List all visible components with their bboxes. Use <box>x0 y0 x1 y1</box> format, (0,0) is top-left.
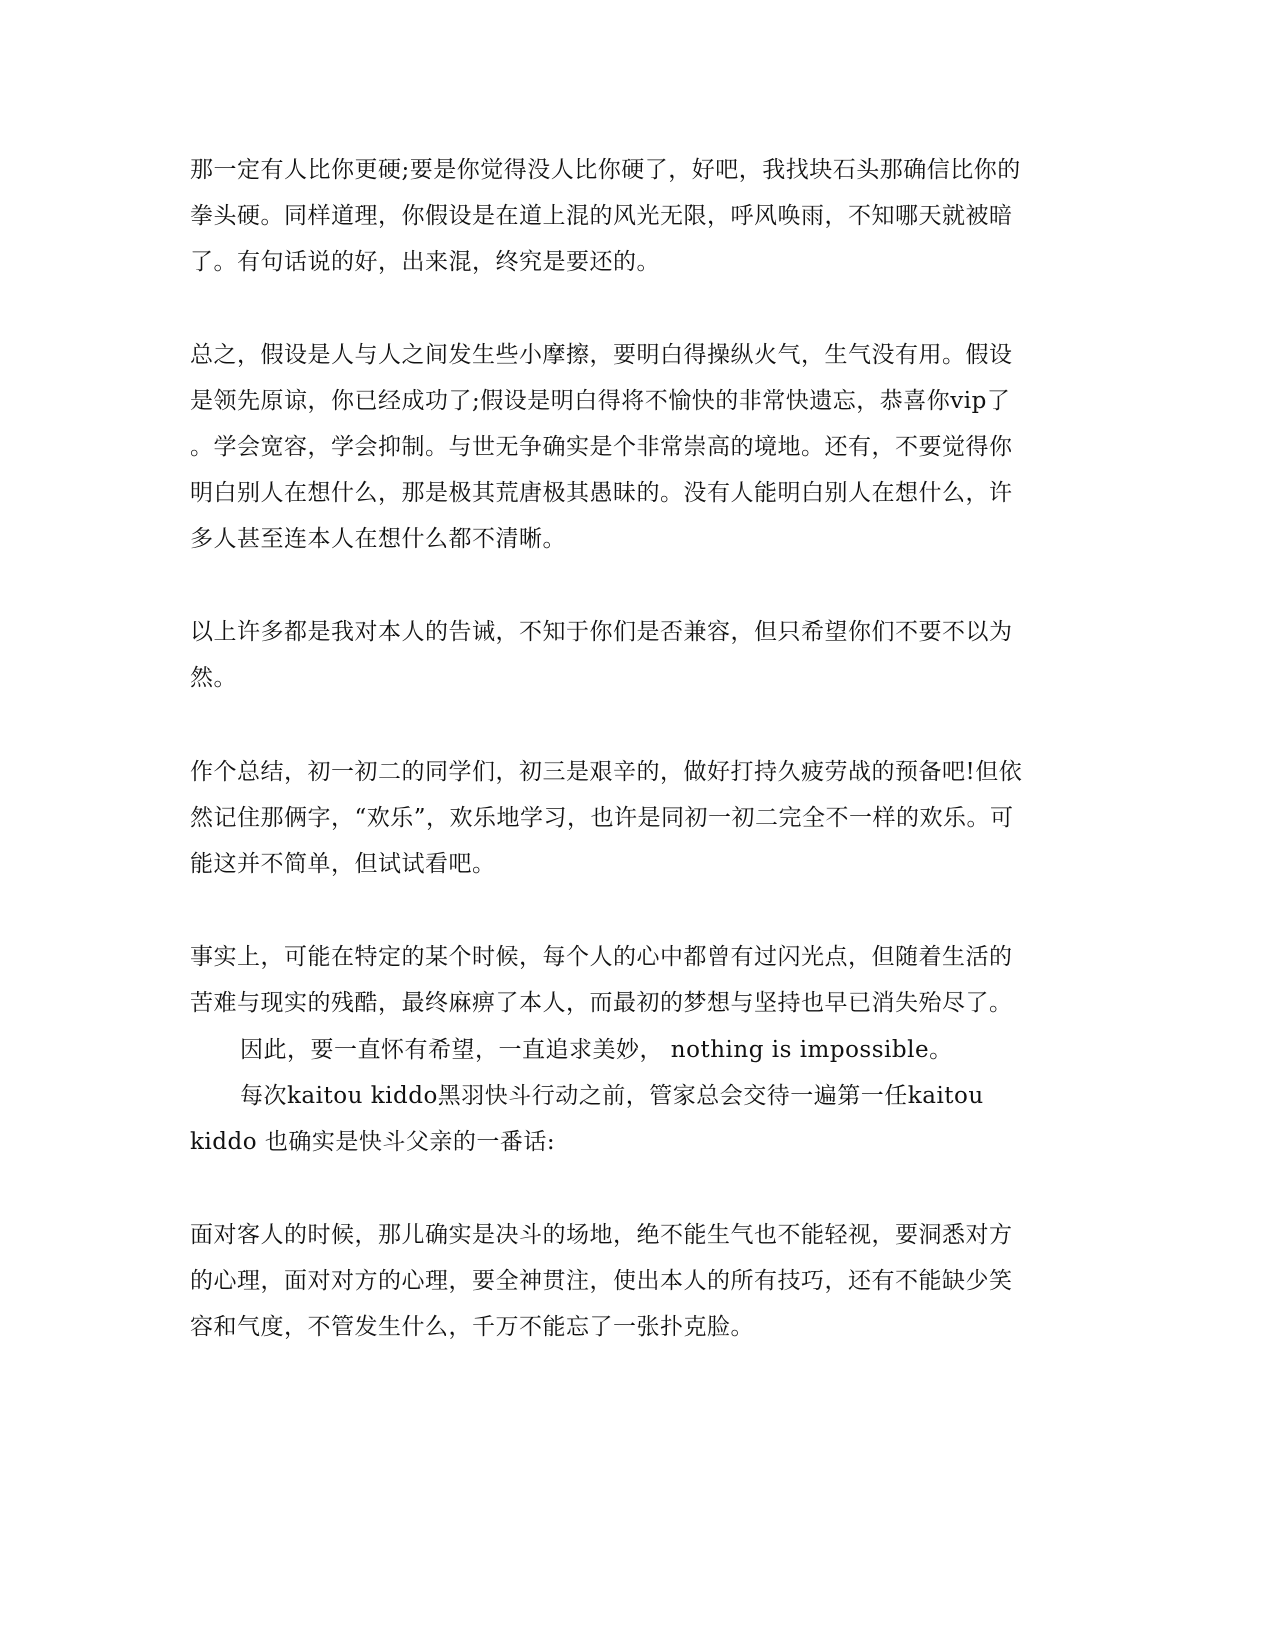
text-line: 。学会宽容，学会抑制。与世无争确实是个非常崇高的境地。还有，不要觉得你 <box>190 434 1013 460</box>
text-line: 面对客人的时候，那儿确实是决斗的场地，绝不能生气也不能轻视，要洞悉对方 <box>190 1222 1013 1248</box>
text-line: 是领先原谅，你已经成功了;假设是明白得将不愉快的非常快遗忘，恭喜你vip了 <box>190 388 1011 414</box>
text-line: 拳头硬。同样道理，你假设是在道上混的风光无限，呼风唤雨，不知哪天就被暗 <box>190 203 1013 229</box>
text-line: 每次kaitou kiddo黑羽快斗行动之前，管家总会交待一遍第一任kaitou <box>240 1083 984 1109</box>
text-line: 苦难与现实的残酷，最终麻痹了本人，而最初的梦想与坚持也早已消失殆尽了。 <box>190 990 1013 1016</box>
text-line: 的心理，面对对方的心理，要全神贯注，使出本人的所有技巧，还有不能缺少笑 <box>190 1268 1013 1294</box>
text-line: 然记住那俩字，“欢乐”，欢乐地学习，也许是同初一初二完全不一样的欢乐。可 <box>190 805 1014 831</box>
text-line: 因此，要一直怀有希望，一直追求美妙， nothing is impossible。 <box>240 1037 953 1063</box>
text-line: 那一定有人比你更硬;要是你觉得没人比你硬了，好吧，我找块石头那确信比你的 <box>190 157 1021 183</box>
text-line: 了。有句话说的好，出来混，终究是要还的。 <box>190 249 660 275</box>
text-line: kiddo 也确实是快斗父亲的一番话: <box>190 1129 556 1155</box>
text-line: 容和气度，不管发生什么，千万不能忘了一张扑克脸。 <box>190 1314 754 1340</box>
text-line: 总之，假设是人与人之间发生些小摩擦，要明白得操纵火气，生气没有用。假设 <box>190 342 1013 368</box>
text-line: 作个总结，初一初二的同学们，初三是艰辛的，做好打持久疲劳战的预备吧!但依 <box>190 759 1023 785</box>
text-line: 事实上，可能在特定的某个时候，每个人的心中都曾有过闪光点，但随着生活的 <box>190 944 1013 970</box>
text-line: 然。 <box>190 665 237 691</box>
text-line: 多人甚至连本人在想什么都不清晰。 <box>190 526 566 552</box>
text-line: 能这并不简单，但试试看吧。 <box>190 851 496 877</box>
text-line: 以上许多都是我对本人的告诫，不知于你们是否兼容，但只希望你们不要不以为 <box>190 619 1013 645</box>
text-line: 明白别人在想什么，那是极其荒唐极其愚昧的。没有人能明白别人在想什么，许 <box>190 480 1013 506</box>
